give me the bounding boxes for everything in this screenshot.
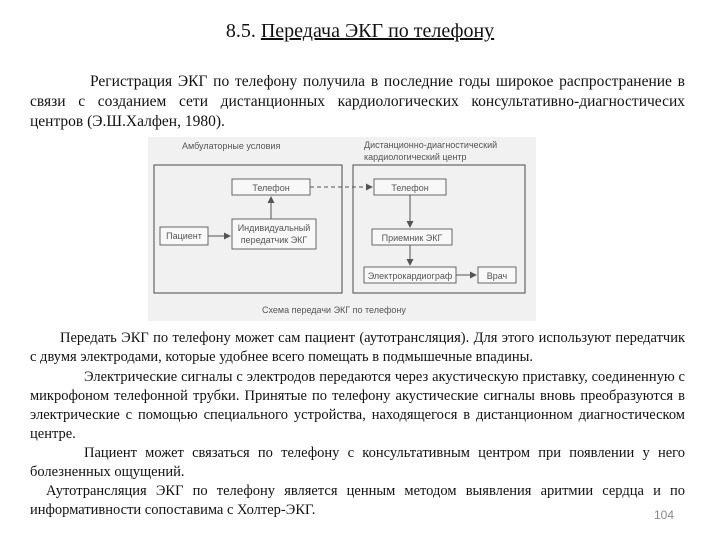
left-group-label: Амбулаторные условия: [182, 141, 281, 151]
phone-left-label: Телефон: [252, 183, 290, 193]
receiver-label: Приемник ЭКГ: [381, 233, 443, 243]
transmitter-label-line1: Индивидуальный: [237, 223, 311, 233]
patient-label: Пациент: [166, 231, 202, 241]
title-text: Передача ЭКГ по телефону: [260, 20, 495, 42]
phone-right-label: Телефон: [391, 183, 429, 193]
paragraph-autotransmission: Передать ЭКГ по телефону может сам пациент (аутотрансляция). Для этого используют передатчик с двумя электродами, которые удобнее всего помещать в подмышечные впадины.: [30, 330, 685, 365]
transmitter-label-line2: передатчик ЭКГ: [240, 235, 308, 245]
page-number: 104: [654, 508, 675, 522]
doctor-label: Врач: [486, 271, 508, 281]
page-title: [0, 18, 720, 44]
paragraph-intro: Регистрация ЭКГ по телефону получила в последние годы широкое распространение в связи с созданием сети дистанционных кардиологических консультативно-диагностичесих центров (Э.Ш.Халфен, 1980).: [30, 73, 685, 130]
right-group-label-line2: кардиологический центр: [364, 152, 467, 162]
title-number: 8.5.: [225, 20, 256, 42]
paragraph-patient-contact: Пациент может связаться по телефону с консультативным центром при появлении у него болезненных ощущений.: [30, 445, 685, 480]
transmission-diagram: [148, 137, 536, 321]
diagram-caption: Схема передачи ЭКГ по телефону: [262, 305, 406, 315]
diagram-svg: [148, 137, 536, 321]
right-group-label-line1: Дистанционно-диагностический: [364, 140, 498, 150]
paragraph-signals: Электрические сигналы с электродов передаются через акустическую приставку, соединенную с микрофоном телефонной трубки. Принятые по телефону акустические сигналы вновь преобразуются в электрические с помощью специального устройства, находящегося в дистанционном диагностическом центре.: [30, 369, 685, 442]
electrocardiograph-label: Электрокардиограф: [367, 271, 453, 281]
paragraph-conclusion: Аутотрансляция ЭКГ по телефону является ценным методом выявления аритмии сердца и по информативности сопоставима с Холтер-ЭКГ.: [30, 483, 685, 518]
